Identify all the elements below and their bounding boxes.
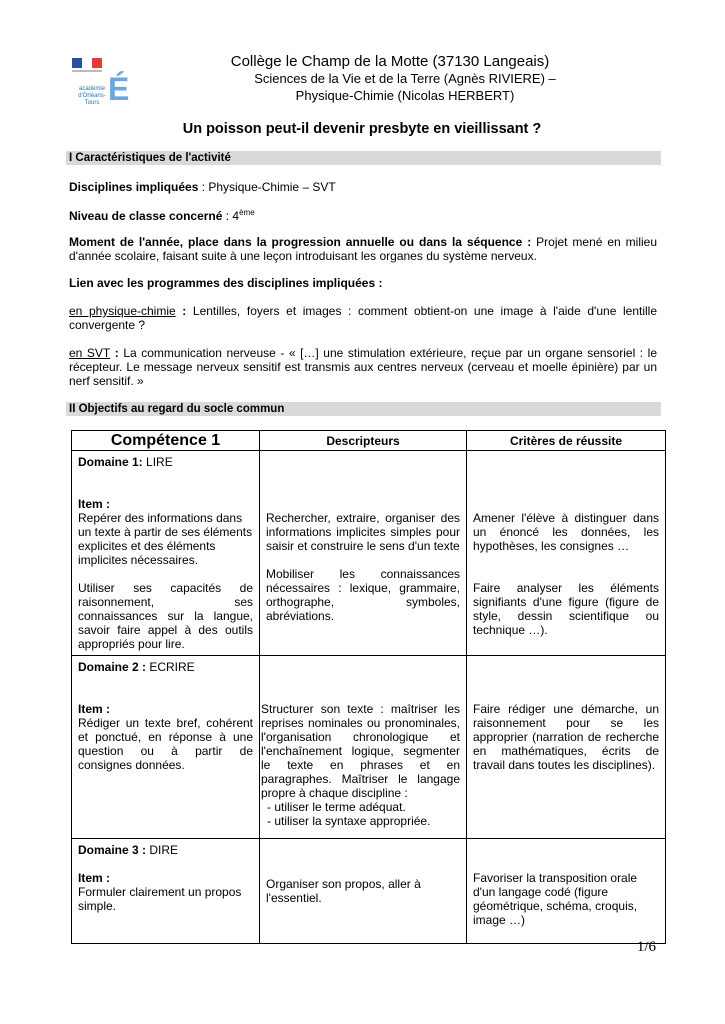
competence-cell: Domaine 3 : DIRE Item : Formuler clairement un propos simple. (72, 839, 260, 944)
header-line-3: Physique-Chimie (Nicolas HERBERT) (295, 88, 515, 103)
svt-paragraph: en SVT : La communication nerveuse - « […] une stimulation extérieure, reçue par un organe sensoriel : le récepteur. Le message nerveux sensitif est transmis aux centres nerveux (cerveau et moelle épinière) par un nerf sensitif. » (69, 346, 657, 388)
republique-francaise-logo (72, 58, 102, 72)
descripteur-cell: Rechercher, extraire, organiser des informations implicites simples pour saisir et construire le sens d'un texte Mobiliser les connaissances nécessaires : lexique, grammaire, orthographe, symboles, abréviations. (260, 451, 467, 656)
column-header: Critères de réussite (467, 431, 666, 451)
disciplines-line: Disciplines impliquées : Physique-Chimie – SVT (69, 180, 336, 194)
competence-cell: Domaine 2 : ECRIRE Item : Rédiger un texte bref, cohérent et ponctué, en réponse à une question ou à partir de consignes données. (72, 656, 260, 839)
academie-logo: académie d'Orléans-Tours É (78, 71, 130, 107)
document-title: Un poisson peut-il devenir presbyte en vieillissant ? (182, 121, 542, 137)
physique-chimie-paragraph: en physique-chimie : Lentilles, foyers et images : comment obtient-on une image à l'aide d'une lentille convergente ? (69, 304, 657, 332)
competence-cell: Domaine 1: LIRE Item : Repérer des informations dans un texte à partir de ses éléments explicites et des éléments implicites nécessaires. Utiliser ses capacités de raisonnement, ses connaissances sur la langue, savoir faire appel à des outils appropriés pour lire. (72, 451, 260, 656)
critere-cell: Faire rédiger une démarche, un raisonnement pour se les approprier (narration de recherche en mathématiques, écrits de travail dans toutes les disciplines). (467, 656, 666, 839)
competences-table (71, 430, 666, 944)
descripteur-cell: Organiser son propos, aller à l'essentiel. (260, 839, 467, 944)
table-row (72, 839, 666, 944)
table-header-row (72, 431, 666, 451)
table-row (72, 451, 666, 656)
moment-paragraph: Moment de l'année, place dans la progression annuelle ou dans la séquence : Projet mené en milieu d'année scolaire, faisant suite à une leçon introduisant les organes du système nerveux. (69, 235, 658, 263)
critere-cell: Amener l'élève à distinguer dans un énoncé les données, les hypothèses, les consignes … Faire analyser les éléments signifiants d'une figure (figure de style, dessin scientifique ou technique …). (467, 451, 666, 656)
niveau-line: Niveau de classe concerné : 4ème (69, 208, 255, 223)
table-row (72, 656, 666, 839)
column-header: Compétence 1 (72, 431, 260, 451)
page-number: 1/6 (636, 939, 656, 955)
descripteur-cell: Structurer son texte : maîtriser les reprises nominales ou pronominales, l'organisation chronologique et l'enchaînement logique, segmenter le texte en phrases et en paragraphes. Maîtriser le langage propre à chaque discipline : - utiliser le terme adéquat. - utiliser la syntaxe appropriée. (260, 656, 467, 839)
column-header: Descripteurs (260, 431, 467, 451)
section-heading: I Caractéristiques de l'activité (66, 151, 661, 165)
school-name: Collège le Champ de la Motte (37130 Langeais) (230, 53, 550, 70)
section-heading: II Objectifs au regard du socle commun (66, 402, 661, 416)
header-line-2: Sciences de la Vie et de la Terre (Agnès RIVIERE) – (254, 71, 556, 86)
critere-cell: Favoriser la transposition orale d'un langage codé (figure géométrique, schéma, croquis, image …) (467, 839, 666, 944)
lien-heading: Lien avec les programmes des disciplines impliquées : (69, 276, 383, 290)
